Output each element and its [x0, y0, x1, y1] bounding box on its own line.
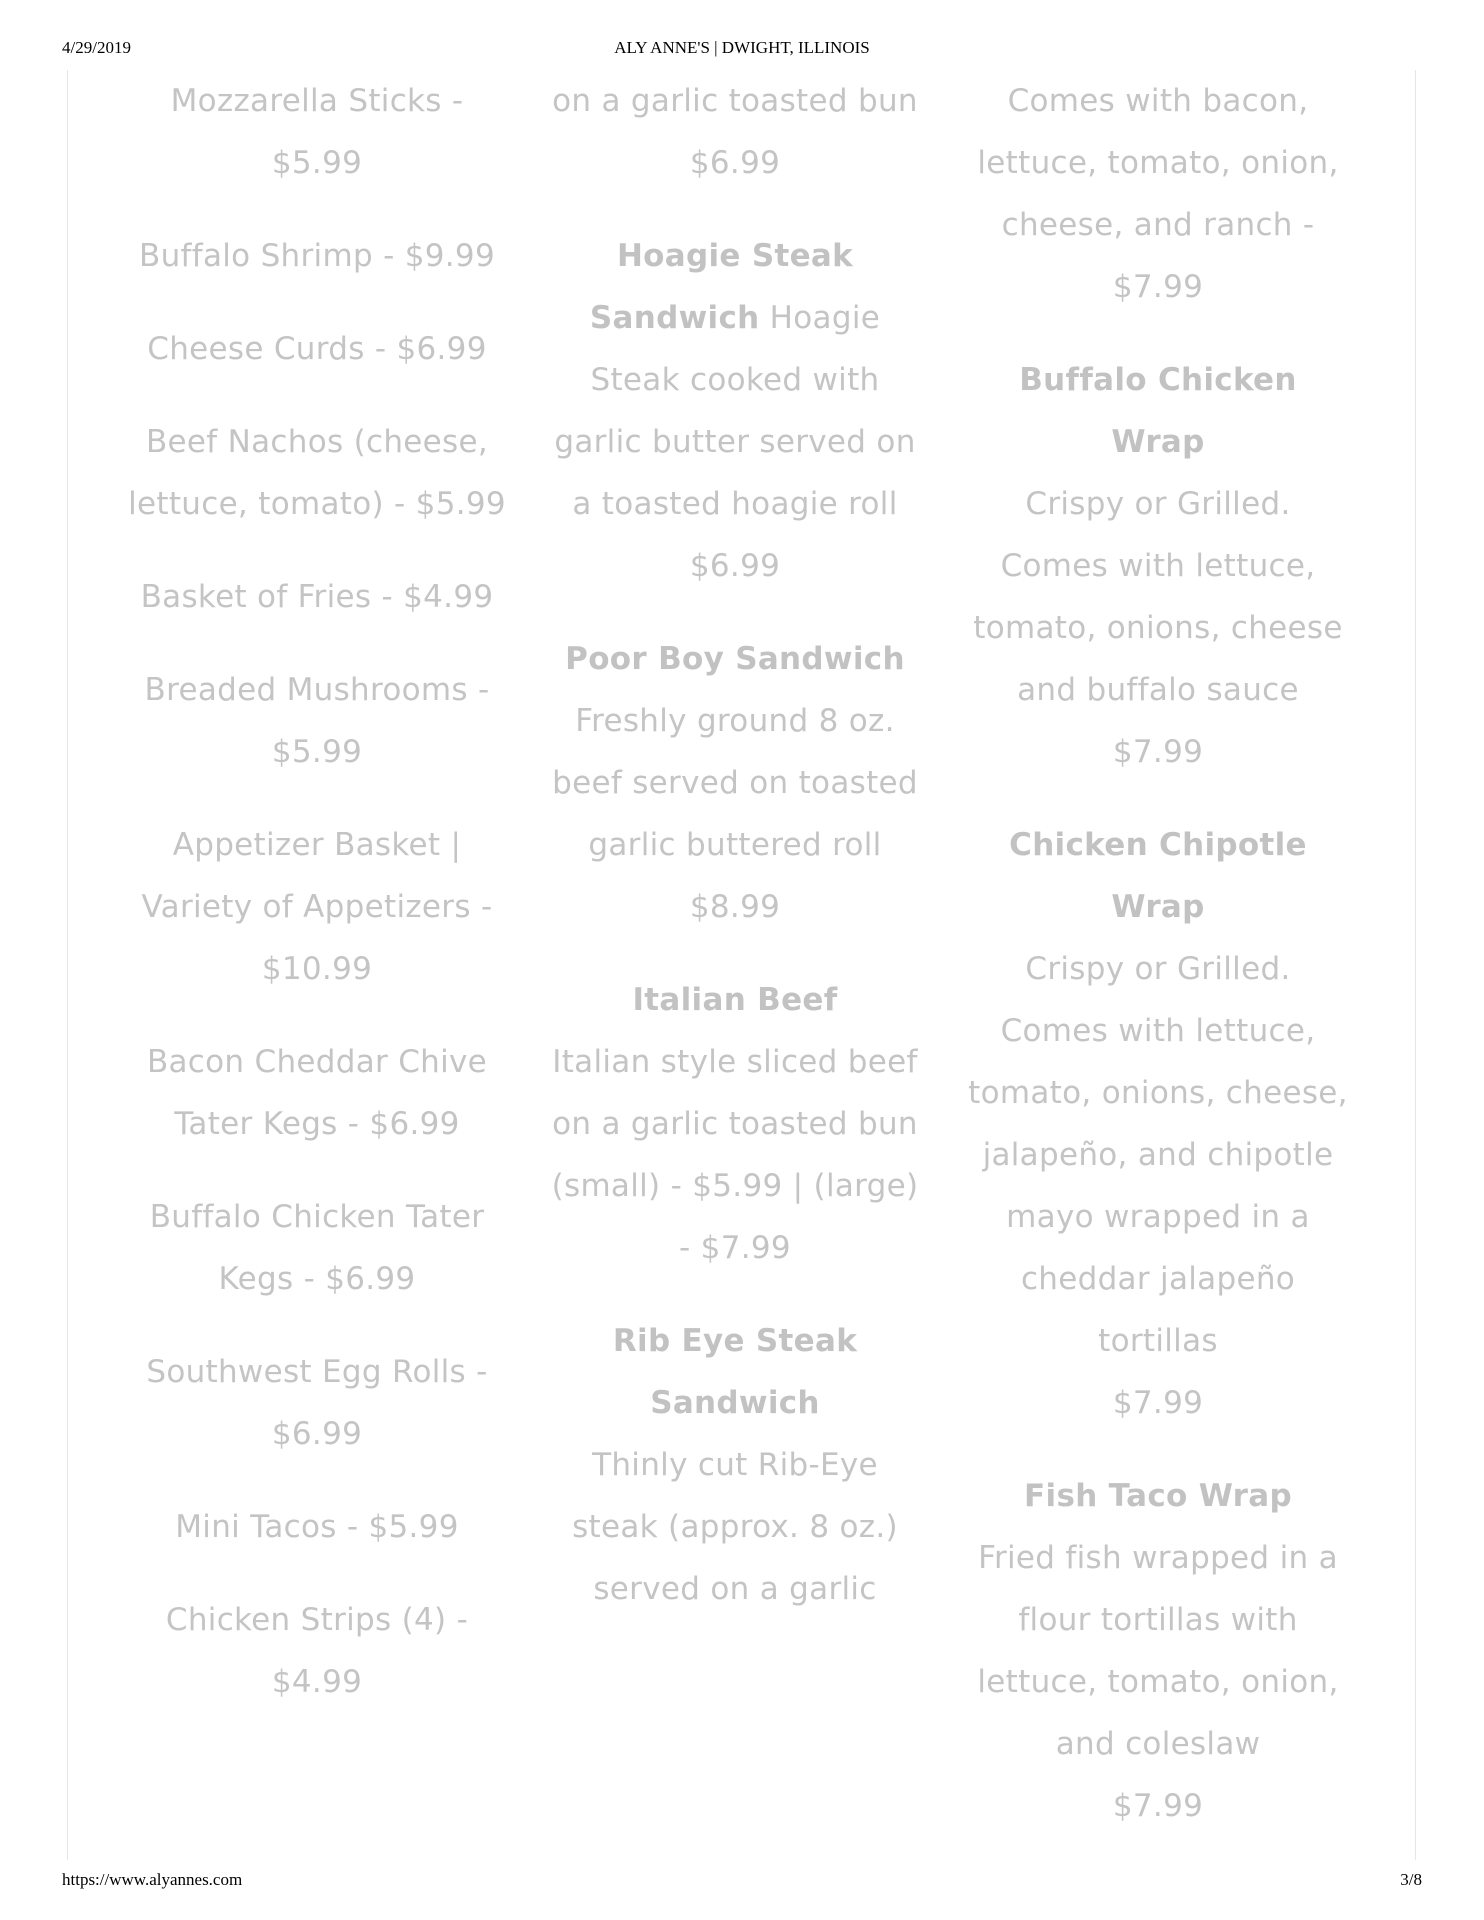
print-date: 4/29/2019: [62, 38, 131, 57]
print-header: [0, 38, 1484, 60]
menu-item: Chicken Strips (4) - $4.99: [165, 1602, 469, 1700]
item-description: Hoagie Steak cooked with garlic butter served on a toasted hoagie roll: [554, 300, 916, 522]
item-description: Crispy or Grilled. Comes with lettuce, tomato, onions, cheese, jalapeño, and chipotle mayo wrapped in a cheddar jalapeño tortillas: [968, 951, 1348, 1359]
item-description: Thinly cut Rib-Eye steak (approx. 8 oz.) served on a garlic: [572, 1447, 898, 1607]
menu-item: [545, 1310, 925, 1620]
sandwiches-column: [545, 70, 925, 1620]
menu-item: Buffalo Shrimp - $9.99: [139, 238, 495, 274]
item-name: Poor Boy Sandwich: [565, 641, 905, 677]
appetizers-column: [127, 70, 507, 1713]
item-price: $6.99: [689, 145, 781, 181]
item-price: $7.99: [1112, 734, 1204, 770]
item-description: Fried fish wrapped in a flour tortillas with lettuce, tomato, onion, and coleslaw: [977, 1540, 1339, 1762]
menu-item: [545, 628, 925, 938]
menu-item: Southwest Egg Rolls - $6.99: [146, 1354, 488, 1452]
item-description: Freshly ground 8 oz. beef served on toasted garlic buttered roll: [552, 703, 918, 863]
item-description: Comes with bacon, lettuce, tomato, onion, cheese, and ranch - $7.99: [977, 83, 1339, 305]
item-name: Fish Taco Wrap: [1024, 1478, 1292, 1514]
content-frame-right-border: [1415, 70, 1416, 1860]
item-name: Chicken Chipotle Wrap: [1009, 827, 1307, 925]
item-price: $7.99: [1112, 1788, 1204, 1824]
item-description: Crispy or Grilled. Comes with lettuce, tomato, onions, cheese and buffalo sauce: [973, 486, 1343, 708]
menu-item: [968, 1465, 1348, 1837]
menu-item: Beef Nachos (cheese, lettuce, tomato) - $5.99: [128, 424, 506, 522]
menu-item: [968, 814, 1348, 1434]
item-description: on a garlic toasted bun: [552, 83, 918, 119]
print-page-title: ALY ANNE'S | DWIGHT, ILLINOIS: [614, 38, 870, 57]
menu-item: [545, 225, 925, 597]
menu-item: [545, 969, 925, 1279]
wraps-column: [968, 70, 1348, 1837]
content-frame-left-border: [67, 70, 68, 1860]
menu-item: [968, 349, 1348, 783]
menu-item: Breaded Mushrooms - $5.99: [144, 672, 490, 770]
menu-item: Buffalo Chicken Tater Kegs - $6.99: [149, 1199, 485, 1297]
menu-item: [968, 70, 1348, 318]
item-price: $8.99: [689, 889, 781, 925]
menu-item: Mozzarella Sticks - $5.99: [170, 83, 464, 181]
menu-item: Mini Tacos - $5.99: [175, 1509, 459, 1545]
item-price: $6.99: [689, 548, 781, 584]
item-name: Rib Eye Steak Sandwich: [612, 1323, 858, 1421]
page-url: https://www.alyannes.com: [62, 1870, 243, 1889]
menu-item: Basket of Fries - $4.99: [140, 579, 494, 615]
item-name: Buffalo Chicken Wrap: [1019, 362, 1297, 460]
page-number: 3/8: [1400, 1870, 1422, 1889]
menu-item: Cheese Curds - $6.99: [147, 331, 487, 367]
item-price: $7.99: [1112, 1385, 1204, 1421]
item-name: Hoagie Steak Sandwich: [589, 238, 854, 336]
menu-item: Bacon Cheddar Chive Tater Kegs - $6.99: [146, 1044, 488, 1142]
item-description: Italian style sliced beef on a garlic toasted bun (small) - $5.99 | (large) - $7.99: [551, 1044, 919, 1266]
menu-item: Appetizer Basket | Variety of Appetizers - $10.99: [141, 827, 493, 987]
menu-item: [545, 70, 925, 194]
print-footer: [0, 1870, 1484, 1892]
item-name: Italian Beef: [632, 982, 838, 1018]
